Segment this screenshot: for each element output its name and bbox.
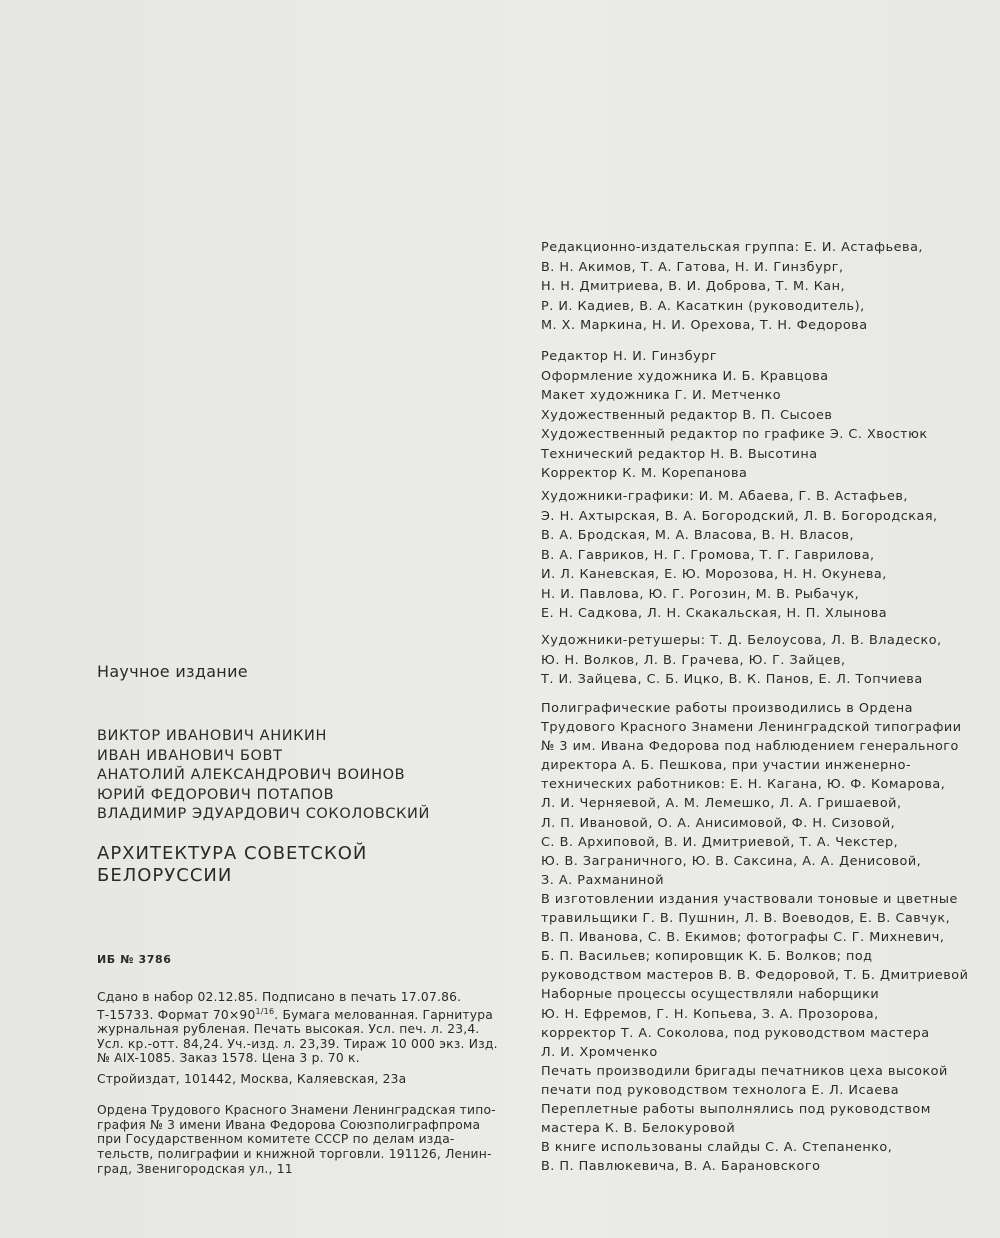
credit-line: В. А. Бродская, М. А. Власова, В. Н. Власов,	[541, 528, 855, 543]
credit-line: печати под руководством технолога Е. Л. Исаева	[541, 1082, 900, 1098]
printer-line: тельств, полиграфии и книжной торговли. 191126, Ленин-	[97, 1147, 492, 1162]
credit-line: Печать производили бригады печатников цеха высокой	[541, 1063, 948, 1079]
book-title	[97, 843, 367, 887]
retouchers	[541, 631, 942, 690]
imprint-line: журнальная рубленая. Печать высокая. Усл. печ. л. 23,4.	[97, 1022, 480, 1037]
credit-line: Э. Н. Ахтырская, В. А. Богородский, Л. В. Богородская,	[541, 508, 938, 524]
author-name: ЮРИЙ ФЕДОРОВИЧ ПОТАПОВ	[97, 786, 335, 803]
credit-line: Е. Н. Садкова, Л. Н. Скакальская, Н. П. Хлынова	[541, 606, 888, 621]
author-name: ВЛАДИМИР ЭДУАРДОВИЧ СОКОЛОВСКИЙ	[97, 806, 430, 822]
credit-line: Т. И. Зайцева, С. Б. Ицко, В. К. Панов, Е. Л. Топчиева	[541, 672, 923, 687]
imprint-line: № АIX-1085. Заказ 1578. Цена 3 р. 70 к.	[97, 1051, 360, 1066]
imprint-format-tail: . Бумага мелованная. Гарнитура	[274, 1007, 493, 1022]
credit-line: В изготовлении издания участвовали тоновые и цветные	[541, 891, 958, 907]
credit-line: Художники-ретушеры: Т. Д. Белоусова, Л. В. Владеско,	[541, 633, 942, 648]
credit-line: Р. И. Кадиев, В. А. Касаткин (руководитель),	[541, 298, 865, 314]
publisher-address: Стройиздат, 101442, Москва, Каляевская, 23а	[97, 1072, 407, 1086]
imprint-format-line	[97, 1005, 498, 1023]
credit-line: Ю. В. Заграничного, Ю. В. Саксина, А. А. Денисовой,	[541, 853, 922, 869]
credit-line: И. Л. Каневская, Е. Ю. Морозова, Н. Н. Окунева,	[541, 567, 887, 582]
credit-line: Наборные процессы осуществляли наборщики	[541, 987, 880, 1003]
book-title-line: БЕЛОРУССИИ	[97, 865, 233, 886]
credit-line: Трудового Красного Знамени Ленинградской типографии	[541, 720, 962, 736]
credit-line: травильщики Г. В. Пушнин, Л. В. Воеводов, Е. В. Савчук,	[541, 911, 951, 927]
credit-line: Технический редактор Н. В. Высотина	[541, 446, 818, 462]
credit-line: Художники-графики: И. М. Абаева, Г. В. Астафьев,	[541, 489, 908, 504]
credit-line: руководством мастеров В. В. Федоровой, Т. Б. Дмитриевой	[541, 968, 969, 984]
credit-line: Художественный редактор по графике Э. С. Хвостюк	[541, 427, 928, 442]
credit-line: В. А. Гавриков, Н. Г. Громова, Т. Г. Гаврилова,	[541, 547, 875, 563]
credit-line: В. П. Иванова, С. В. Екимов; фотографы С. Г. Михневич,	[541, 930, 945, 946]
imprint-line: Сдано в набор 02.12.85. Подписано в печать 17.07.86.	[97, 990, 462, 1004]
credit-line: Н. И. Павлова, Ю. Г. Рогозин, М. В. Рыбачук,	[541, 586, 860, 602]
credit-line: Редактор Н. И. Гинзбург	[541, 349, 718, 364]
printer-info	[97, 1103, 496, 1177]
credit-line: Л. И. Черняевой, А. М. Лемешко, Л. А. Гришаевой,	[541, 796, 902, 812]
credit-line: В. Н. Акимов, Т. А. Гатова, Н. И. Гинзбург,	[541, 259, 844, 275]
credit-line: Л. П. Ивановой, О. А. Анисимовой, Ф. Н. Сизовой,	[541, 815, 896, 831]
printer-line: графия № 3 имени Ивана Федорова Союзполиграфпрома	[97, 1117, 481, 1132]
editors	[541, 347, 928, 484]
credit-line: Л. И. Хромченко	[541, 1044, 658, 1060]
credit-line: Редакционно-издательская группа: Е. И. Астафьева,	[541, 240, 923, 255]
printer-line: град, Звенигородская ул., 11	[97, 1161, 293, 1176]
imprint-line: Усл. кр.-отт. 84,24. Уч.-изд. л. 23,39. Тираж 10 000 экз. Изд.	[97, 1036, 498, 1051]
ib-number: ИБ № 3786	[97, 953, 172, 966]
credit-line: Н. Н. Дмитриева, В. И. Доброва, Т. М. Кан,	[541, 279, 846, 294]
credit-line: В. П. Павлюкевича, В. А. Барановского	[541, 1159, 821, 1175]
credit-line: директора А. Б. Пешкова, при участии инженерно-	[541, 758, 912, 774]
credit-line: Ю. Н. Волков, Л. В. Грачева, Ю. Г. Зайцев,	[541, 652, 846, 668]
author-name: ИВАН ИВАНОВИЧ БОВТ	[97, 747, 283, 764]
production-credits	[541, 699, 968, 1176]
genre-label: Научное издание	[97, 662, 248, 681]
book-title-line: АРХИТЕКТУРА СОВЕТСКОЙ	[97, 843, 368, 864]
editorial-group	[541, 238, 923, 336]
printer-line: Ордена Трудового Красного Знамени Ленинградская типо-	[97, 1103, 496, 1117]
author-name: АНАТОЛИЙ АЛЕКСАНДРОВИЧ ВОИНОВ	[97, 767, 406, 783]
credit-line: С. В. Архиповой, В. И. Дмитриевой, Т. А. Чекстер,	[541, 834, 899, 850]
authors-list	[97, 727, 430, 825]
credit-line: Художественный редактор В. П. Сысоев	[541, 407, 833, 423]
credit-line: З. А. Рахманиной	[541, 872, 665, 888]
graphic-artists	[541, 487, 938, 624]
credit-line: Макет художника Г. И. Метченко	[541, 388, 782, 403]
format-fraction: 1/16	[255, 1006, 275, 1016]
credit-line: технических работников: Е. Н. Кагана, Ю. Ф. Комарова,	[541, 777, 946, 793]
imprint-format-text: Т-15733. Формат 70×90	[97, 1007, 256, 1022]
imprint-details	[97, 990, 498, 1066]
credit-line: Полиграфические работы производились в Ордена	[541, 701, 914, 716]
printer-line: при Государственном комитете СССР по делам изда-	[97, 1132, 455, 1147]
credit-line: Оформление художника И. Б. Кравцова	[541, 368, 829, 384]
credit-line: М. Х. Маркина, Н. И. Орехова, Т. Н. Федорова	[541, 318, 868, 333]
credit-line: Переплетные работы выполнялись под руководством	[541, 1101, 931, 1117]
credit-line: № 3 им. Ивана Федорова под наблюдением генерального	[541, 739, 959, 755]
credit-line: мастера К. В. Белокуровой	[541, 1121, 736, 1137]
credit-line: корректор Т. А. Соколова, под руководством мастера	[541, 1025, 930, 1041]
credit-line: Корректор К. М. Корепанова	[541, 466, 748, 481]
credit-line: Б. П. Васильев; копировщик К. Б. Волков; под	[541, 949, 873, 965]
author-name: ВИКТОР ИВАНОВИЧ АНИКИН	[97, 728, 327, 744]
credit-line: В книге использованы слайды С. А. Степаненко,	[541, 1140, 893, 1156]
credit-line: Ю. Н. Ефремов, Г. Н. Копьева, З. А. Прозорова,	[541, 1006, 879, 1022]
